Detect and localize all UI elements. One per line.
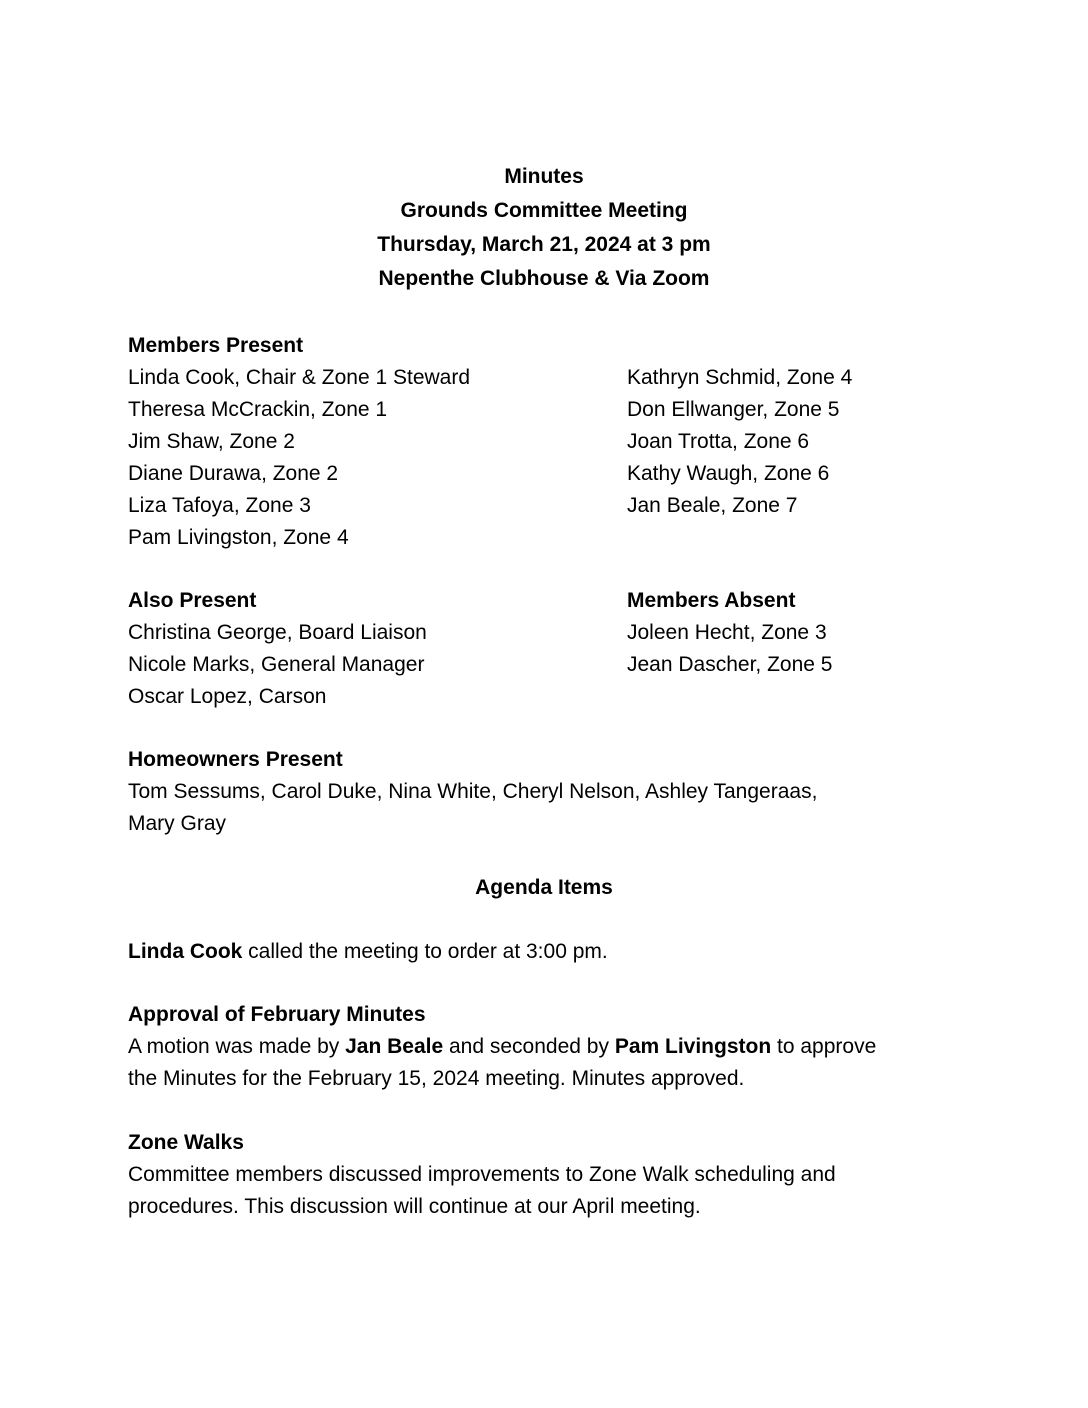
- text: to approve: [771, 1035, 877, 1058]
- also-present-section: [128, 585, 427, 713]
- call-to-order: [128, 936, 608, 968]
- zone-walks-section: [128, 1127, 836, 1223]
- seconder-name: Pam Livingston: [614, 1035, 772, 1058]
- paragraph-line: Mary Gray: [128, 812, 227, 835]
- person-name: Linda Cook: [128, 940, 243, 963]
- approval-section: [128, 999, 876, 1095]
- homeowners-present-section: [128, 744, 817, 840]
- call-to-order-text: called the meeting to order at 3:00 pm.: [242, 940, 608, 963]
- agenda-heading: Agenda Items: [475, 876, 613, 899]
- list-item: Linda Cook, Chair & Zone 1 Steward: [128, 366, 471, 389]
- section-heading: Zone Walks: [128, 1131, 244, 1154]
- paragraph-line: Tom Sessums, Carol Duke, Nina White, Cheryl Nelson, Ashley Tangeraas,: [128, 780, 818, 803]
- list-item: Christina George, Board Liaison: [128, 621, 427, 644]
- paragraph-line: Committee members discussed improvements to Zone Walk scheduling and: [128, 1163, 836, 1186]
- text: and seconded by: [443, 1035, 615, 1058]
- list-item: Oscar Lopez, Carson: [128, 685, 327, 708]
- members-left-list: [128, 362, 470, 554]
- meeting-date: Thursday, March 21, 2024 at 3 pm: [377, 233, 711, 256]
- paragraph-line: procedures. This discussion will continue at our April meeting.: [128, 1195, 701, 1218]
- section-heading: Approval of February Minutes: [128, 1003, 426, 1026]
- list-item: Jan Beale, Zone 7: [627, 494, 798, 517]
- list-item: Kathy Waugh, Zone 6: [627, 462, 830, 485]
- mover-name: Jan Beale: [345, 1035, 444, 1058]
- members-right-list: [627, 362, 852, 522]
- meeting-name: Grounds Committee Meeting: [400, 199, 688, 222]
- list-item: Theresa McCrackin, Zone 1: [128, 398, 388, 421]
- text: A motion was made by: [128, 1035, 346, 1058]
- list-item: Jim Shaw, Zone 2: [128, 430, 295, 453]
- paragraph-line: [128, 1031, 876, 1063]
- list-item: Nicole Marks, General Manager: [128, 653, 425, 676]
- list-item: Joleen Hecht, Zone 3: [627, 621, 827, 644]
- section-heading: Homeowners Present: [128, 748, 343, 771]
- section-heading: Members Present: [128, 334, 304, 357]
- list-item: Joan Trotta, Zone 6: [627, 430, 810, 453]
- section-heading: Members Absent: [627, 589, 796, 612]
- list-item: Jean Dascher, Zone 5: [627, 653, 833, 676]
- list-item: Diane Durawa, Zone 2: [128, 462, 339, 485]
- list-item: Don Ellwanger, Zone 5: [627, 398, 840, 421]
- list-item: Kathryn Schmid, Zone 4: [627, 366, 853, 389]
- list-item: Liza Tafoya, Zone 3: [128, 494, 311, 517]
- paragraph-line: the Minutes for the February 15, 2024 meeting. Minutes approved.: [128, 1067, 745, 1090]
- meeting-location: Nepenthe Clubhouse & Via Zoom: [378, 267, 710, 290]
- doc-title: Minutes: [504, 165, 584, 188]
- list-item: Pam Livingston, Zone 4: [128, 526, 349, 549]
- section-heading: Also Present: [128, 589, 257, 612]
- members-absent-section: [627, 585, 832, 681]
